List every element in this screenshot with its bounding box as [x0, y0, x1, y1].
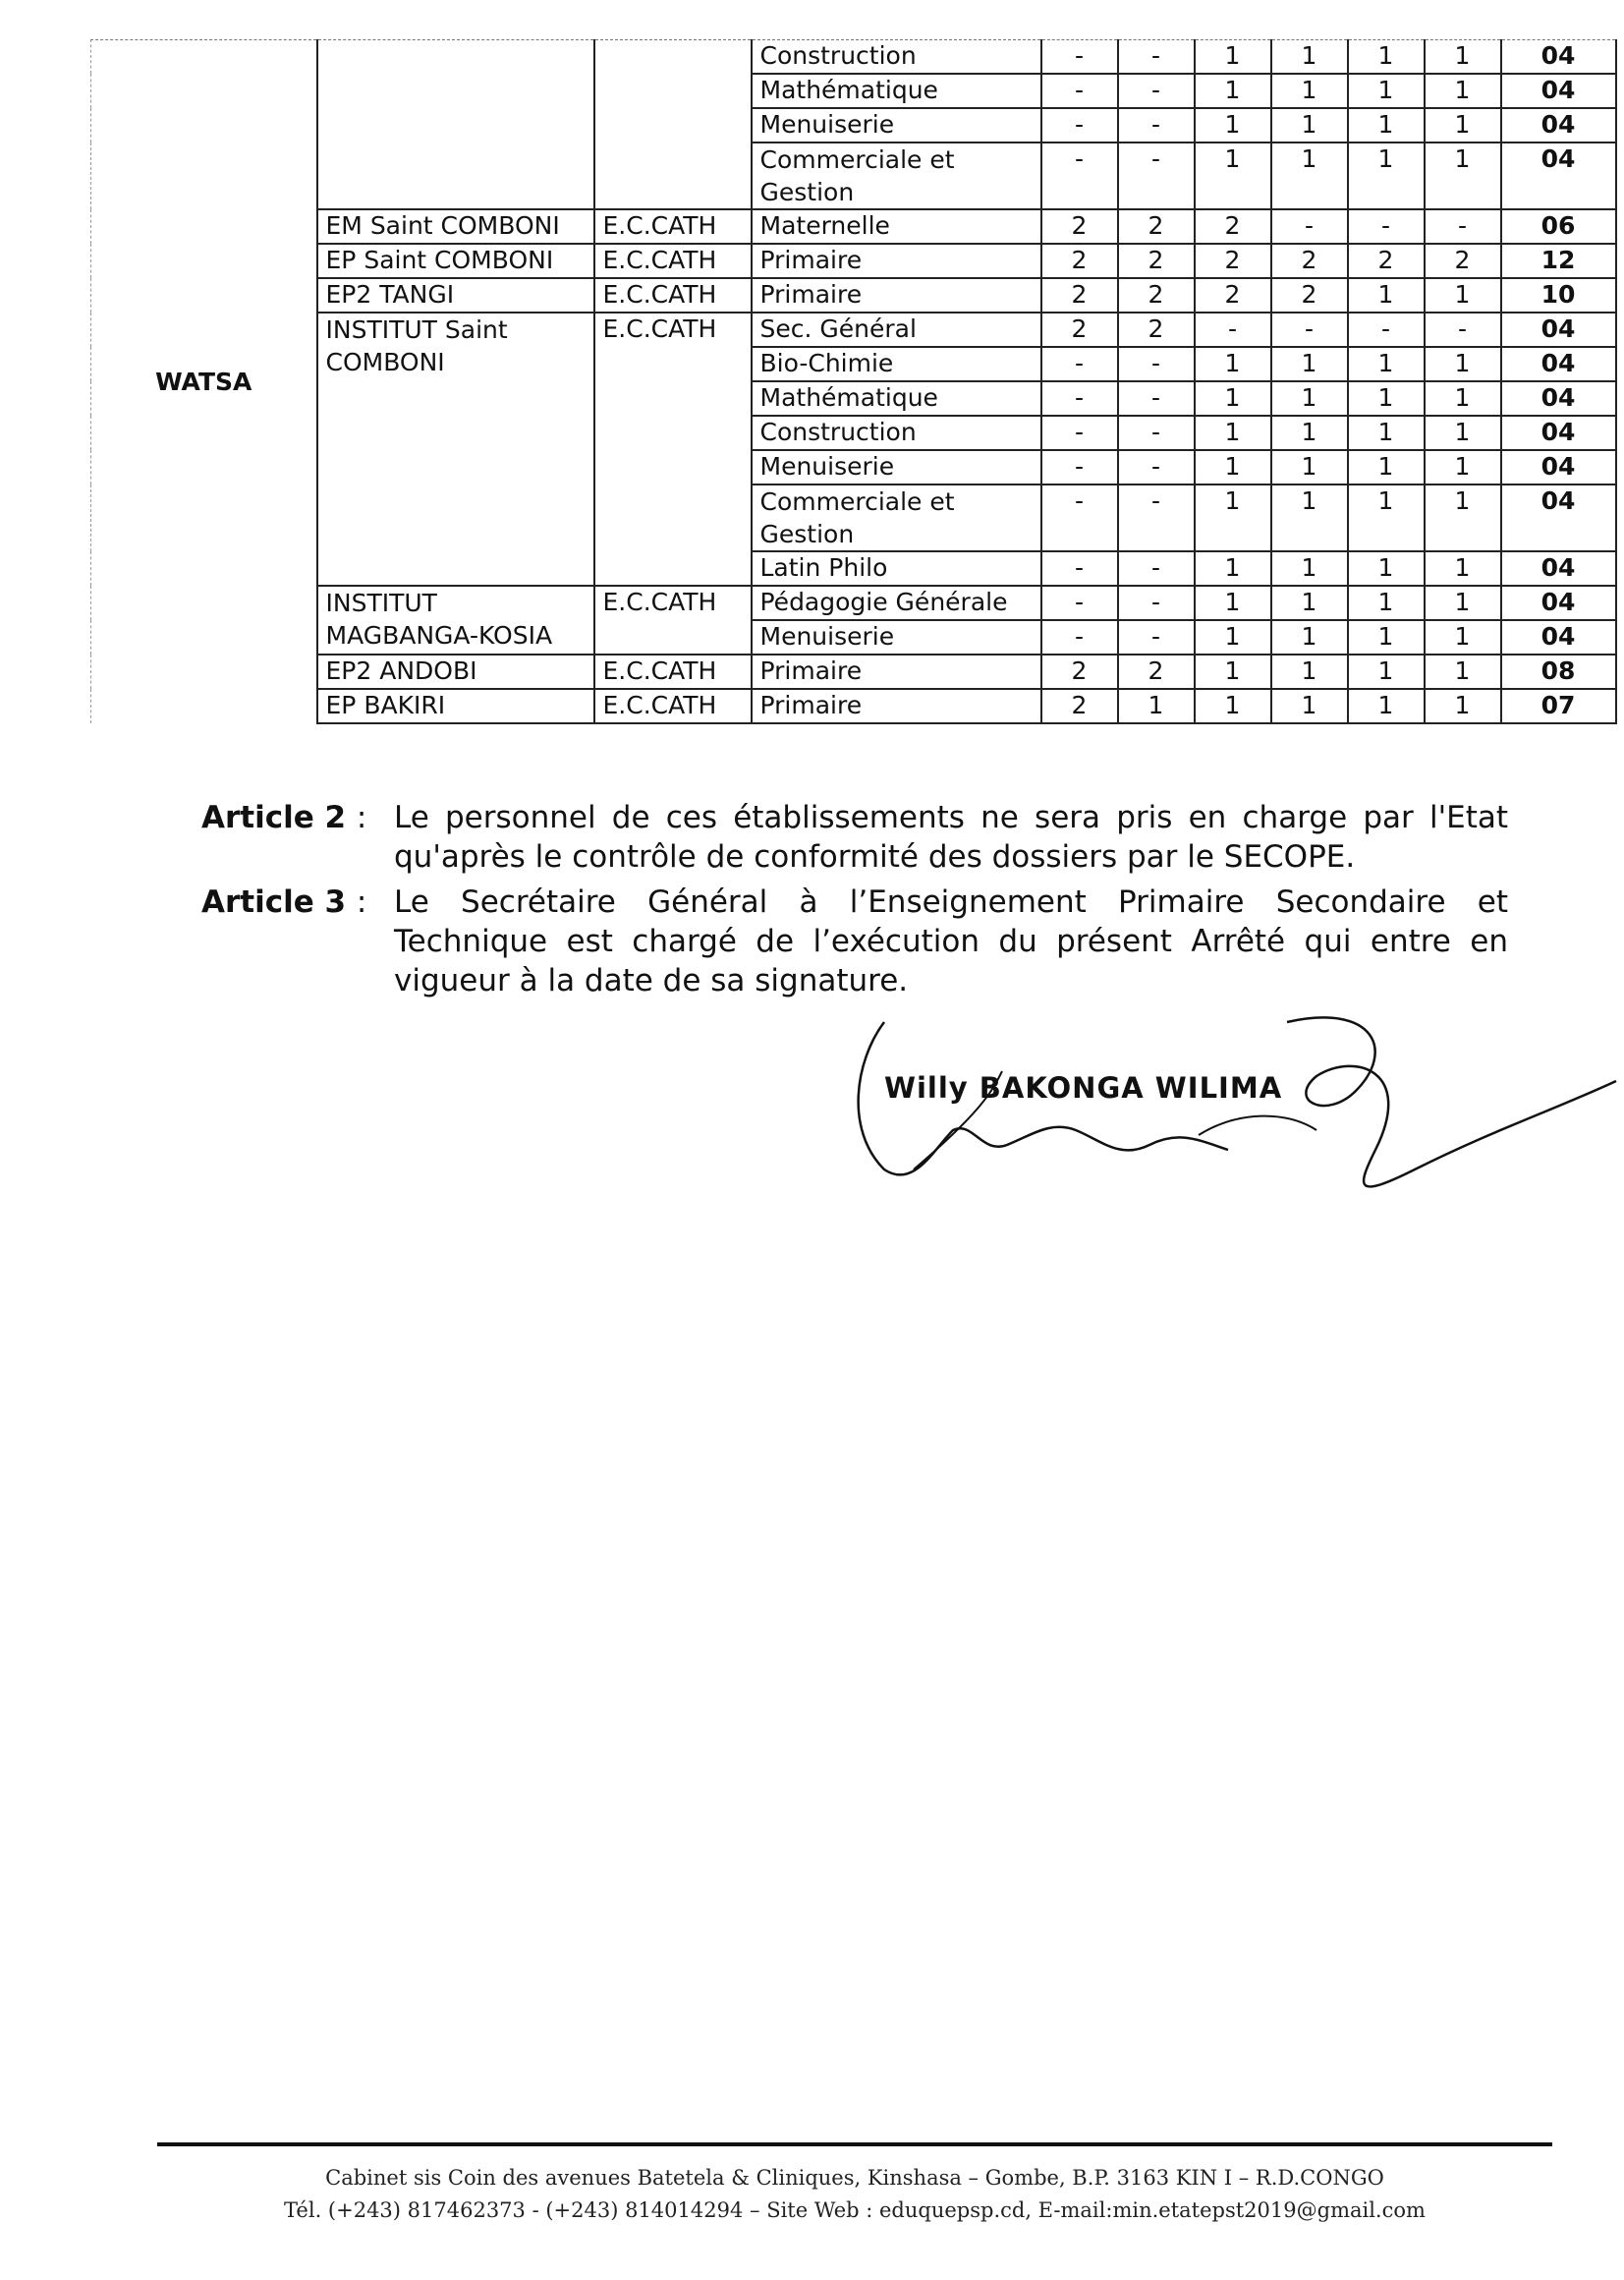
table-row — [91, 209, 1616, 244]
value-cell: 1 — [1348, 347, 1425, 381]
value-cell: 2 — [1041, 313, 1118, 347]
section-cell: Primaire — [752, 689, 1041, 723]
value-cell: 1 — [1425, 586, 1501, 620]
value-cell: 1 — [1271, 450, 1348, 484]
value-cell: - — [1041, 74, 1118, 108]
region-cell — [91, 40, 317, 724]
total-cell: 04 — [1501, 381, 1616, 416]
total-cell: 04 — [1501, 142, 1616, 209]
value-cell: 1 — [1195, 551, 1271, 586]
value-cell: 2 — [1195, 209, 1271, 244]
value-cell: 1 — [1425, 450, 1501, 484]
value-cell: - — [1118, 347, 1195, 381]
school-cell: EP2 TANGI — [317, 278, 594, 313]
footer-rule — [157, 2142, 1552, 2146]
value-cell: 1 — [1348, 655, 1425, 689]
article-text: Le Secrétaire Général à l’Enseignement Primaire Secondaire et Technique est chargé de l’exécution du présent Arrêté qui entre en vigueur à la date de sa signature. — [394, 884, 1508, 998]
section-cell: Menuiserie — [752, 620, 1041, 655]
value-cell: 2 — [1348, 244, 1425, 278]
total-cell: 04 — [1501, 108, 1616, 142]
value-cell: - — [1041, 40, 1118, 75]
value-cell: - — [1041, 142, 1118, 209]
value-cell: - — [1041, 586, 1118, 620]
total-cell: 04 — [1501, 551, 1616, 586]
value-cell: 2 — [1041, 244, 1118, 278]
value-cell: 1 — [1271, 689, 1348, 723]
total-cell: 08 — [1501, 655, 1616, 689]
value-cell: 1 — [1271, 551, 1348, 586]
value-cell: 1 — [1425, 74, 1501, 108]
value-cell: 1 — [1195, 381, 1271, 416]
value-cell: 2 — [1195, 244, 1271, 278]
value-cell: 1 — [1348, 108, 1425, 142]
value-cell: 1 — [1348, 450, 1425, 484]
owner-cell: E.C.CATH — [594, 586, 752, 655]
value-cell: 1 — [1425, 108, 1501, 142]
value-cell: 1 — [1195, 416, 1271, 450]
value-cell: 1 — [1195, 484, 1271, 551]
value-cell: - — [1118, 551, 1195, 586]
owner-cell — [594, 40, 752, 210]
section-cell: Commerciale et Gestion — [752, 142, 1041, 209]
value-cell: 1 — [1271, 381, 1348, 416]
footer-contact: Tél. (+243) 817462373 - (+243) 814014294 – Site Web : eduquepsp.cd, E-mail:min.etatepst2019@gmail.com — [284, 2198, 1426, 2222]
value-cell: - — [1118, 416, 1195, 450]
article-label — [201, 798, 394, 877]
value-cell: 1 — [1425, 416, 1501, 450]
owner-cell: E.C.CATH — [594, 278, 752, 313]
total-cell: 12 — [1501, 244, 1616, 278]
value-cell: 2 — [1271, 244, 1348, 278]
value-cell: - — [1118, 620, 1195, 655]
article-text: Le personnel de ces établissements ne sera pris en charge par l'Etat qu'après le contrôle de conformité des dossiers par le SECOPE. — [394, 800, 1508, 875]
owner-cell: E.C.CATH — [594, 244, 752, 278]
value-cell: 1 — [1271, 655, 1348, 689]
value-cell: 1 — [1348, 620, 1425, 655]
value-cell: 1 — [1195, 108, 1271, 142]
section-cell: Menuiserie — [752, 450, 1041, 484]
value-cell: 1 — [1271, 484, 1348, 551]
section-cell: Latin Philo — [752, 551, 1041, 586]
school-cell: INSTITUT MAGBANGA-KOSIA — [317, 586, 594, 655]
value-cell: - — [1195, 313, 1271, 347]
footer — [157, 2162, 1552, 2227]
value-cell: - — [1118, 381, 1195, 416]
value-cell: 1 — [1195, 142, 1271, 209]
value-cell: 1 — [1425, 381, 1501, 416]
section-cell: Construction — [752, 416, 1041, 450]
value-cell: 1 — [1425, 347, 1501, 381]
value-cell: - — [1041, 551, 1118, 586]
footer-address: Cabinet sis Coin des avenues Batetela & Cliniques, Kinshasa – Gombe, B.P. 3163 KIN I – R.D.CONGO — [325, 2166, 1384, 2190]
value-cell: 1 — [1425, 484, 1501, 551]
region-name: WATSA — [155, 367, 252, 396]
value-cell: - — [1348, 209, 1425, 244]
value-cell: 1 — [1271, 347, 1348, 381]
value-cell: 1 — [1271, 108, 1348, 142]
section-cell: Primaire — [752, 278, 1041, 313]
value-cell: - — [1041, 108, 1118, 142]
value-cell: - — [1041, 416, 1118, 450]
total-cell: 04 — [1501, 450, 1616, 484]
table-row — [91, 278, 1616, 313]
value-cell: 2 — [1118, 278, 1195, 313]
value-cell: - — [1041, 381, 1118, 416]
value-cell: 1 — [1118, 689, 1195, 723]
value-cell: - — [1041, 347, 1118, 381]
value-cell: 1 — [1348, 142, 1425, 209]
section-cell: Primaire — [752, 655, 1041, 689]
table-row — [91, 586, 1616, 620]
value-cell: 1 — [1348, 74, 1425, 108]
section-cell: Mathématique — [752, 381, 1041, 416]
section-cell: Mathématique — [752, 74, 1041, 108]
value-cell: 1 — [1271, 586, 1348, 620]
total-cell: 04 — [1501, 313, 1616, 347]
value-cell: 2 — [1195, 278, 1271, 313]
article-2 — [201, 798, 1508, 877]
value-cell: 1 — [1348, 40, 1425, 75]
total-cell: 10 — [1501, 278, 1616, 313]
article-colon: : — [356, 800, 367, 835]
value-cell: 1 — [1348, 278, 1425, 313]
signatory-name: Willy BAKONGA WILIMA — [884, 1071, 1283, 1105]
value-cell: 1 — [1271, 40, 1348, 75]
value-cell: - — [1041, 620, 1118, 655]
value-cell: - — [1118, 142, 1195, 209]
total-cell: 04 — [1501, 484, 1616, 551]
section-cell: Construction — [752, 40, 1041, 75]
owner-cell: E.C.CATH — [594, 209, 752, 244]
value-cell: - — [1118, 484, 1195, 551]
article-label-text: Article 3 — [201, 884, 347, 920]
school-cell: INSTITUT Saint COMBONI — [317, 313, 594, 586]
value-cell: 1 — [1271, 142, 1348, 209]
value-cell: 2 — [1041, 209, 1118, 244]
article-label-text: Article 2 — [201, 800, 347, 835]
value-cell: 1 — [1425, 620, 1501, 655]
value-cell: 1 — [1348, 586, 1425, 620]
school-cell: EP Saint COMBONI — [317, 244, 594, 278]
section-cell: Commerciale et Gestion — [752, 484, 1041, 551]
owner-cell: E.C.CATH — [594, 689, 752, 723]
value-cell: 1 — [1195, 74, 1271, 108]
value-cell: 2 — [1425, 244, 1501, 278]
total-cell: 07 — [1501, 689, 1616, 723]
total-cell: 04 — [1501, 40, 1616, 75]
value-cell: 2 — [1041, 689, 1118, 723]
owner-cell: E.C.CATH — [594, 655, 752, 689]
articles-section — [201, 798, 1508, 1006]
value-cell: - — [1425, 313, 1501, 347]
section-cell: Bio-Chimie — [752, 347, 1041, 381]
value-cell: 1 — [1195, 689, 1271, 723]
value-cell: 1 — [1348, 551, 1425, 586]
section-cell: Primaire — [752, 244, 1041, 278]
value-cell: 1 — [1195, 655, 1271, 689]
owner-cell: E.C.CATH — [594, 313, 752, 586]
table-row — [91, 689, 1616, 723]
value-cell: 1 — [1425, 551, 1501, 586]
value-cell: 1 — [1425, 40, 1501, 75]
value-cell: - — [1118, 450, 1195, 484]
value-cell: 2 — [1118, 209, 1195, 244]
value-cell: 1 — [1195, 347, 1271, 381]
value-cell: - — [1118, 108, 1195, 142]
article-colon: : — [356, 884, 367, 920]
section-cell: Menuiserie — [752, 108, 1041, 142]
value-cell: 2 — [1271, 278, 1348, 313]
value-cell: 1 — [1271, 620, 1348, 655]
value-cell: 1 — [1348, 381, 1425, 416]
value-cell: - — [1041, 484, 1118, 551]
value-cell: 1 — [1348, 689, 1425, 723]
table-row — [91, 40, 1616, 75]
value-cell: 1 — [1425, 689, 1501, 723]
school-cell: EP BAKIRI — [317, 689, 594, 723]
value-cell: 1 — [1195, 586, 1271, 620]
total-cell: 06 — [1501, 209, 1616, 244]
article-label — [201, 883, 394, 1000]
section-cell: Sec. Général — [752, 313, 1041, 347]
school-cell: EM Saint COMBONI — [317, 209, 594, 244]
value-cell: 1 — [1425, 655, 1501, 689]
total-cell: 04 — [1501, 620, 1616, 655]
school-cell: EP2 ANDOBI — [317, 655, 594, 689]
value-cell: 2 — [1118, 313, 1195, 347]
value-cell: 2 — [1118, 244, 1195, 278]
value-cell: 1 — [1348, 484, 1425, 551]
section-cell: Maternelle — [752, 209, 1041, 244]
total-cell: 04 — [1501, 347, 1616, 381]
value-cell: 1 — [1195, 40, 1271, 75]
value-cell: - — [1348, 313, 1425, 347]
value-cell: - — [1041, 450, 1118, 484]
value-cell: 2 — [1041, 655, 1118, 689]
value-cell: 1 — [1271, 74, 1348, 108]
value-cell: - — [1118, 586, 1195, 620]
total-cell: 04 — [1501, 74, 1616, 108]
school-cell — [317, 40, 594, 210]
value-cell: - — [1271, 209, 1348, 244]
schools-table — [90, 39, 1617, 724]
value-cell: - — [1118, 40, 1195, 75]
value-cell: - — [1118, 74, 1195, 108]
value-cell: 1 — [1348, 416, 1425, 450]
value-cell: 1 — [1195, 620, 1271, 655]
section-cell: Pédagogie Générale — [752, 586, 1041, 620]
table-row — [91, 655, 1616, 689]
value-cell: - — [1271, 313, 1348, 347]
value-cell: 1 — [1425, 278, 1501, 313]
table-row — [91, 313, 1616, 347]
value-cell: 1 — [1271, 416, 1348, 450]
total-cell: 04 — [1501, 586, 1616, 620]
value-cell: 2 — [1041, 278, 1118, 313]
value-cell: 1 — [1425, 142, 1501, 209]
value-cell: 2 — [1118, 655, 1195, 689]
value-cell: 1 — [1195, 450, 1271, 484]
total-cell: 04 — [1501, 416, 1616, 450]
table-row — [91, 244, 1616, 278]
value-cell: - — [1425, 209, 1501, 244]
